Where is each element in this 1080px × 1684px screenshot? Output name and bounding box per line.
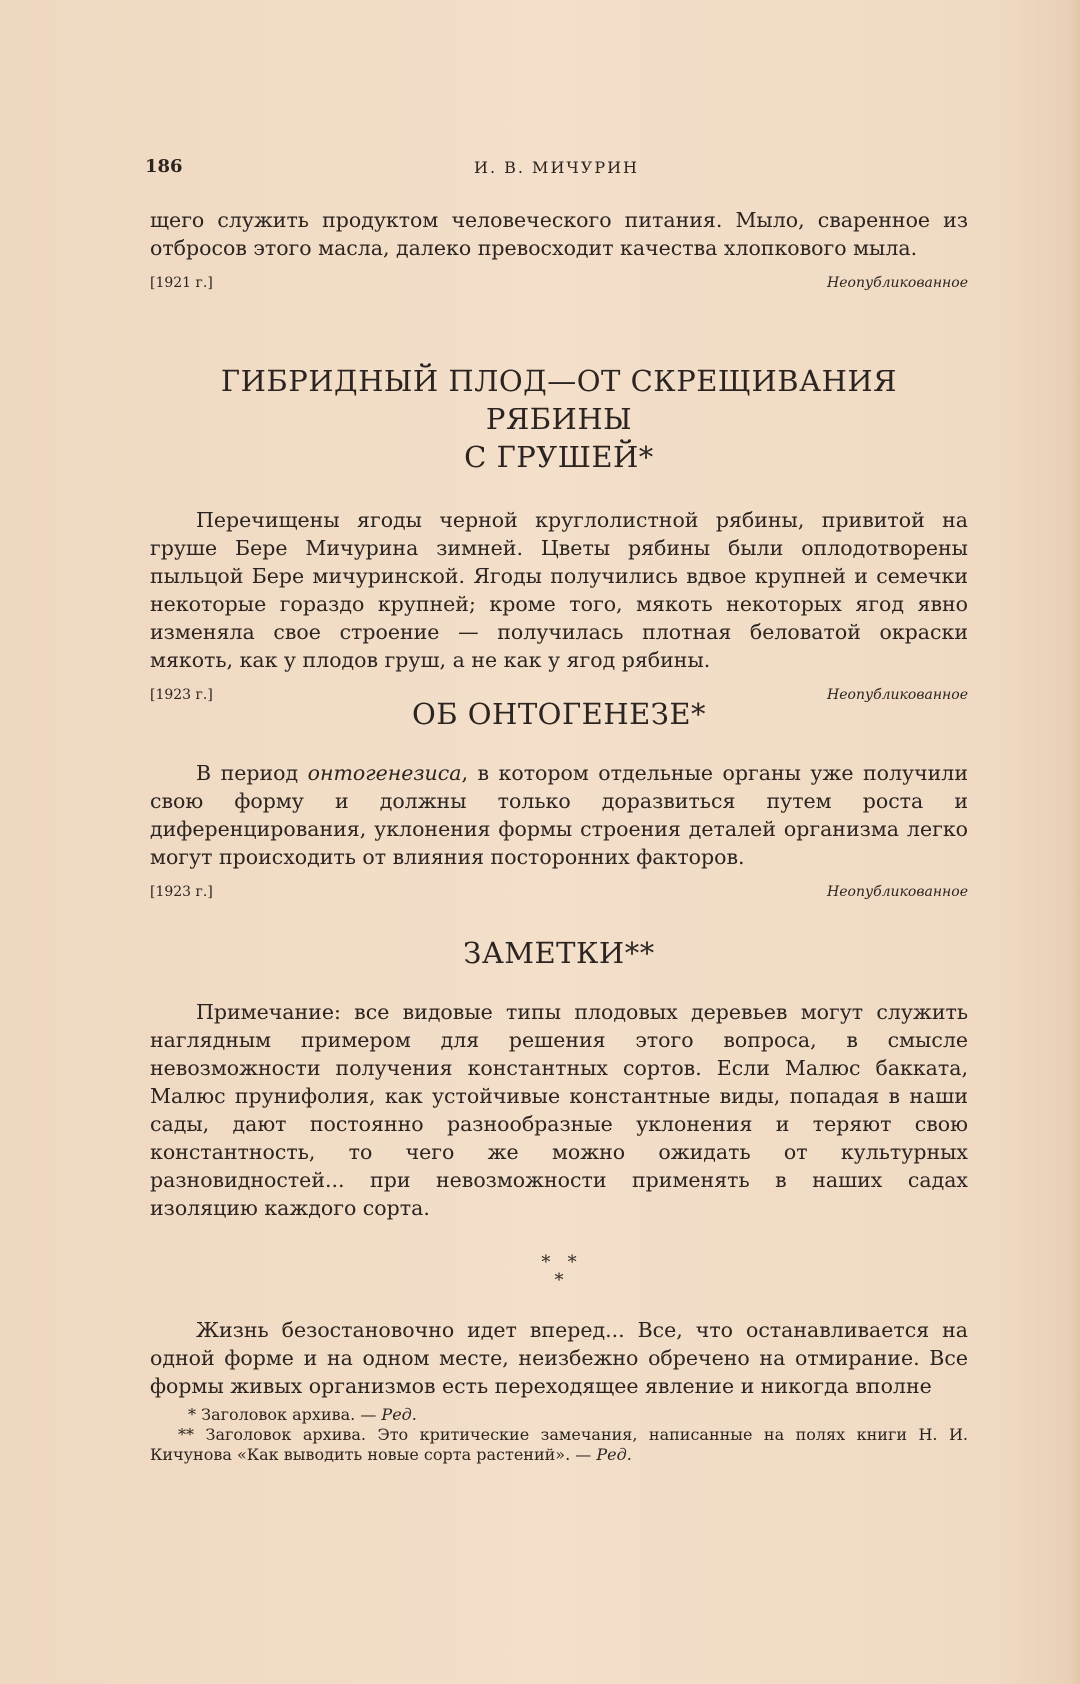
intro-year: [1921 г.] bbox=[150, 275, 213, 291]
page-number: 186 bbox=[145, 156, 183, 177]
section2-status: Неопубликованное bbox=[827, 884, 968, 900]
section2-year: [1923 г.] bbox=[150, 884, 213, 900]
footnote-2-text: Заголовок архива. Это критические замечания, написанные на полях книги Н. И. Кичунова «Как выводить новые сорта растений». — bbox=[150, 1425, 969, 1464]
footnote-1 bbox=[150, 1405, 968, 1425]
footnote-2-mark: ** bbox=[178, 1425, 194, 1444]
intro-block bbox=[150, 206, 968, 291]
section-hybrid-fruit bbox=[150, 362, 968, 703]
section1-year: [1923 г.] bbox=[150, 687, 213, 703]
footnote-1-editor: Ред. bbox=[381, 1405, 417, 1424]
section3-paragraph2: Жизнь безостановочно идет вперед... Все, что останавливается на одной форме и на одном месте, неизбежно обречено на отмирание. Все формы живых организмов есть переходящее явление и никогда вполне bbox=[150, 1318, 968, 1398]
intro-paragraph: щего служить продуктом человеческого питания. Мыло, сваренное из отбросов этого масла, далеко превосходит качества хлопкового мыла. bbox=[150, 208, 968, 260]
section2-text-italic: онтогенезиса bbox=[307, 761, 462, 785]
section2-text-before: В период bbox=[196, 761, 308, 785]
section2-paragraph bbox=[150, 759, 968, 871]
running-title: И. В. МИЧУРИН bbox=[474, 158, 639, 177]
intro-status: Неопубликованное bbox=[827, 275, 968, 291]
section2-title: ОБ ОНТОГЕНЕЗЕ* bbox=[411, 697, 707, 731]
section1-title bbox=[150, 362, 968, 476]
running-header bbox=[145, 156, 968, 180]
footnote-1-text: Заголовок архива. — bbox=[201, 1405, 377, 1424]
section1-title-line1: ГИБРИДНЫЙ ПЛОД—ОТ СКРЕЩИВАНИЯ РЯБИНЫ bbox=[220, 364, 898, 436]
page-edge-shadow bbox=[1054, 0, 1080, 1684]
separator-top-stars: * * bbox=[541, 1252, 577, 1273]
section3-paragraph1: Примечание: все видовые типы плодовых деревьев могут служить наглядным примером для решения этого вопроса, в смысле невозможности получения константных сортов. Если Малюс бакката, Малюс прунифолия, как устойчивые константные виды, попадая в наши сады, дают постоянно разнообразные уклонения и теряют свою константность, то чего же можно ожидать от культурных разновидностей... при невозможности применять в наших садах изоляцию каждого сорта. bbox=[150, 1000, 968, 1220]
section-ontogenesis bbox=[150, 695, 968, 900]
section-notes bbox=[150, 934, 968, 1400]
section3-title: ЗАМЕТКИ** bbox=[463, 936, 655, 970]
footnote-2-editor: Ред. bbox=[596, 1445, 632, 1464]
footnote-1-mark: * bbox=[188, 1405, 196, 1424]
separator-bottom-star: * bbox=[554, 1270, 564, 1291]
footnote-2 bbox=[150, 1425, 968, 1465]
section-separator bbox=[150, 1254, 968, 1290]
footnotes bbox=[150, 1405, 968, 1465]
section1-title-line2: С ГРУШЕЙ* bbox=[464, 440, 654, 474]
section1-status: Неопубликованное bbox=[827, 687, 968, 703]
section2-text-after: , в котором отдельные органы уже получили свою форму и должны только доразвиться путем роста и диференцирования, уклонения формы строения деталей организма легко могут происходить от влияния посторонних факторов. bbox=[150, 761, 968, 869]
section2-meta bbox=[150, 884, 968, 900]
section1-paragraph: Перечищены ягоды черной круглолистной рябины, привитой на груше Бере Мичурина зимней. Цветы рябины были оплодотворены пыльцой Бере мичуринской. Ягоды получились вдвое крупней и семечки некоторые гораздо крупней; кроме того, мякоть некоторых ягод явно изменяла свое строение — получилась плотная беловатой окраски мякоть, как у плодов груш, а не как у ягод рябины. bbox=[150, 508, 968, 672]
intro-meta bbox=[150, 275, 968, 291]
